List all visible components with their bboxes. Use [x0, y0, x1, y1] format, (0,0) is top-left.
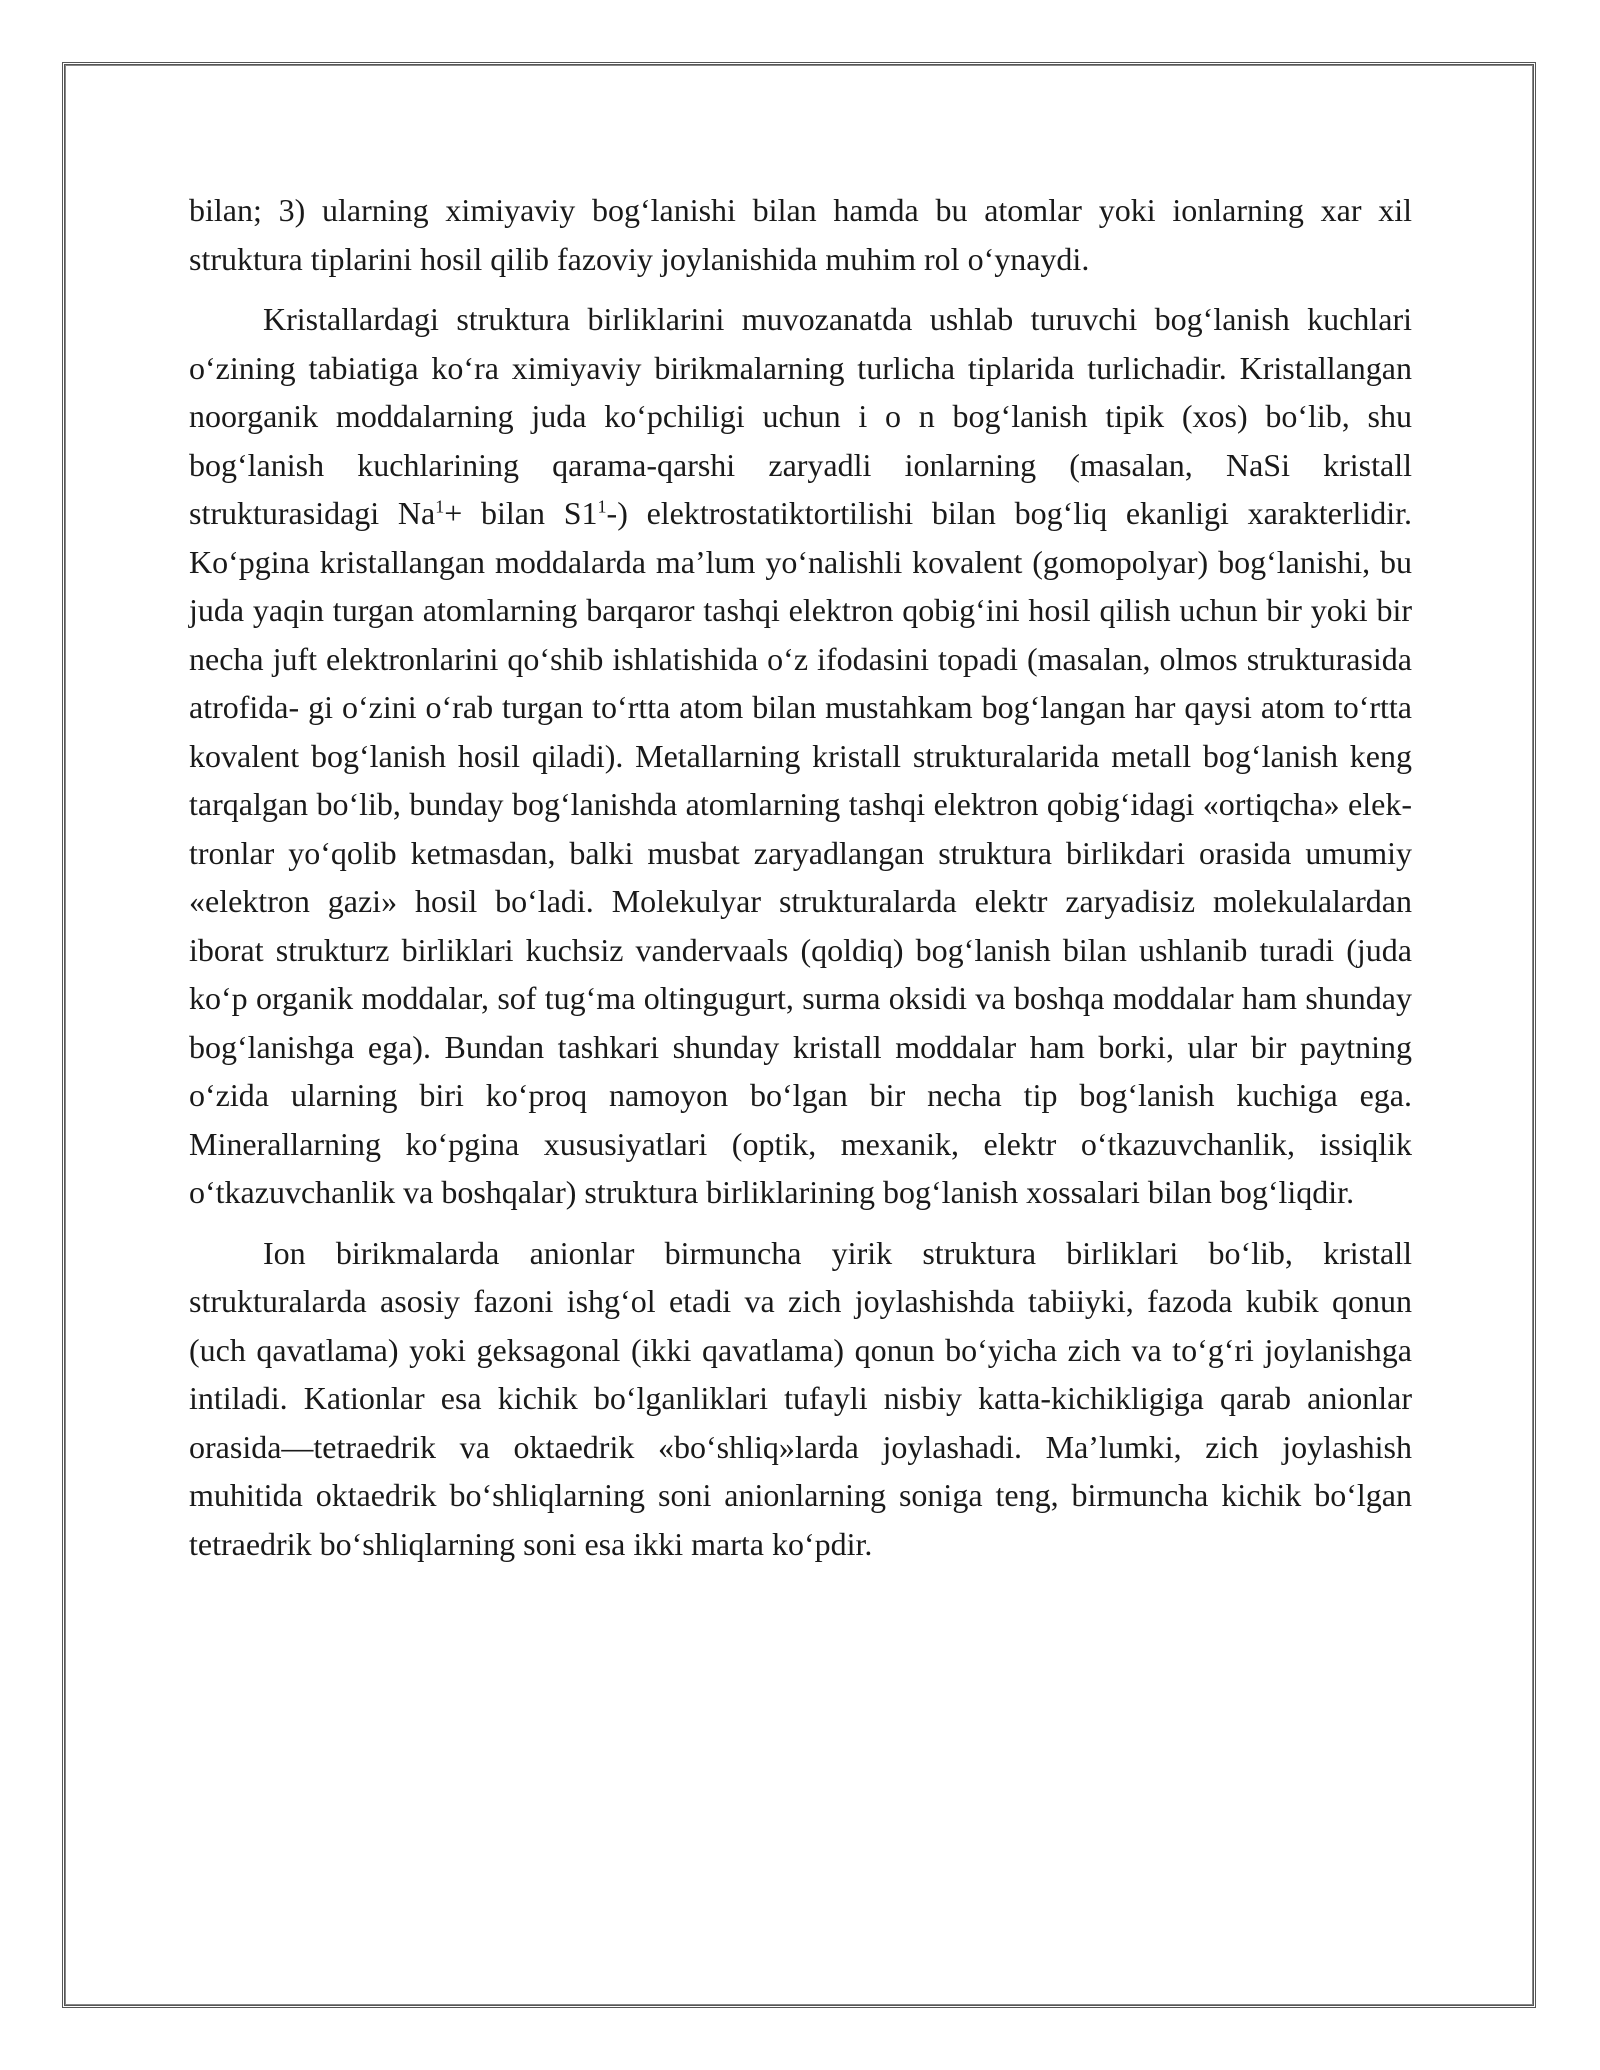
document-body — [189, 186, 1412, 1580]
paragraph-2-part-b: + bilan S1 — [444, 495, 598, 531]
superscript-charge-na: 1 — [435, 496, 445, 517]
paragraph-2-part-a: Kristallardagi struktura birliklarini muvozanatda ushlab turuvchi bog‘lanish kuchlari o‘zining tabiatiga ko‘ra ximiyaviy birikmalarning turlicha tiplarida turlichadir. Kristallangan noorganik moddalarning juda ko‘pchiligi uchun i o n bog‘lanish tipik (xos) bo‘lib, shu bog‘lanish kuchlarining qarama-qarshi zaryadli ionlarning (masalan, NaSi kristall strukturasidagi Na — [189, 301, 1412, 531]
paragraph-3: Ion birikmalarda anionlar birmuncha yirik struktura birliklari bo‘lib, kristall strukturalarda asosiy fazoni ishg‘ol etadi va zich joylashishda tabiiyki, fazoda kubik qonun (uch qavatlama) yoki geksagonal (ikki qavatlama) qonun bo‘yicha zich va to‘g‘ri joylanishga intiladi. Kationlar esa kichik bo‘lganliklari tufayli nisbiy katta-kichikligiga qarab anionlar orasida—tetraedrik va oktaedrik «bo‘shliq»larda joylashadi. Ma’lumki, zich joylashish muhitida oktaedrik bo‘shliqlarning soni anionlarning soniga teng, birmuncha kichik bo‘lgan tetraedrik bo‘shliqlarning soni esa ikki marta ko‘pdir. — [189, 1234, 1412, 1562]
paragraph-2-part-c: -) elektrostatiktortilishi bilan bog‘liq ekanligi xarakterlidir. Ko‘pgina kristallangan moddalarda ma’lum yo‘nalishli kovalent (gomopolyar) bog‘lanishi, bu juda yaqin turgan atomlarning barqaror tashqi elektron qobig‘ini hosil qilish uchun bir yoki bir necha juft elektronlarini qo‘shib ishlatishida o‘z ifodasini topadi (masalan, olmos strukturasida atrofida- gi o‘zini o‘rab turgan to‘rtta atom bilan mustahkam bog‘langan har qaysi atom to‘rtta kovalent bog‘lanish hosil qiladi). Metallarning kristall strukturalarida metall bog‘lanish keng tarqalgan bo‘lib, bunday bog‘lanishda atomlarning tashqi elektron qobig‘idagi «ortiqcha» elek- tronlar yo‘qolib ketmasdan, balki musbat zaryadlangan struktura birlikdari orasida umumiy «elektron gazi» hosil bo‘ladi. Molekulyar strukturalarda elektr zaryadisiz molekulalardan iborat strukturz birliklari kuchsiz vandervaals (qoldiq) bog‘lanish bilan ushlanib turadi (juda ko‘p organik moddalar, sof tug‘ma oltingugurt, surma oksidi va boshqa moddalar ham shunday bog‘lanishga ega). Bundan tashkari shunday kristall moddalar ham borki, ular bir paytning o‘zida ularning biri ko‘proq namoyon bo‘lgan bir necha tip bog‘lanish kuchiga ega. Minerallarning ko‘pgina xususiyatlari (optik, mexanik, elektr o‘tkazuvchanlik, issiqlik o‘tkazuvchanlik va boshqalar) struktura birliklarining bog‘lanish xossalari bilan bog‘liqdir. — [189, 495, 1413, 1210]
paragraph-2 — [189, 295, 1412, 1217]
paragraph-1: bilan; 3) ularning ximiyaviy bog‘lanishi bilan hamda bu atomlar yoki ionlarning xar xil struktura tiplarini hosil qilib fazoviy joylanishida muhim rol o‘ynaydi. — [189, 192, 1412, 277]
superscript-charge-cl: 1 — [597, 496, 607, 517]
